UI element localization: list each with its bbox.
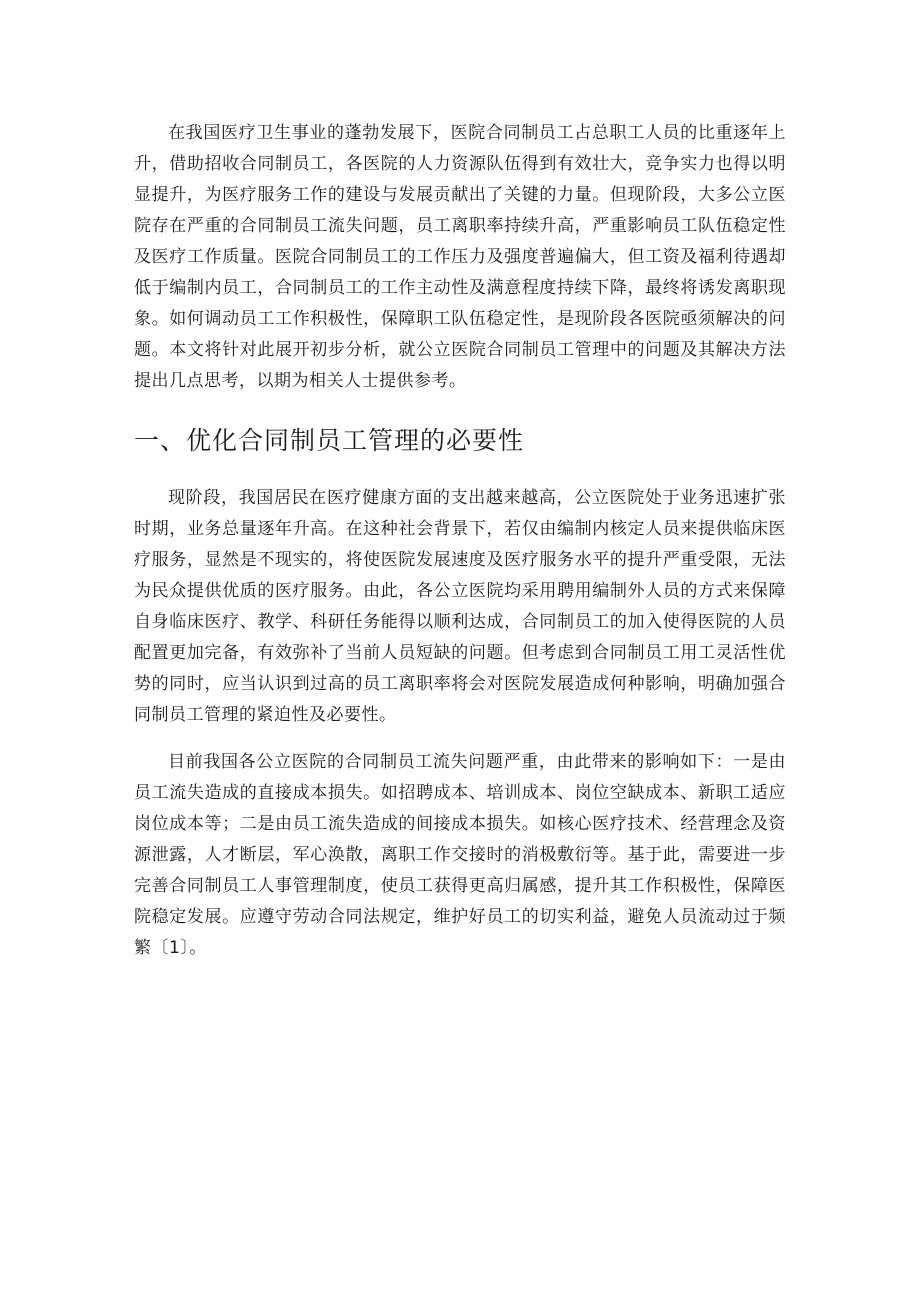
- paragraph-end-punctuation: 。: [189, 938, 207, 958]
- section-heading: 一、优化合同制员工管理的必要性: [134, 426, 525, 455]
- paragraph-text: 目前我国各公立医院的合同制员工流失问题严重，由此带来的影响如下：一是由员工流失造成的直接成本损失。如招聘成本、培训成本、岗位空缺成本、新职工适应岗位成本等；二是由员工流失造成的间接成本损失。如核心医疗技术、经营理念及资源泄露，人才断层，军心涣散，离职工作交接时的消极敷衍等。基于此，需要进一步完善合同制员工人事管理制度，使员工获得更高归属感，提升其工作积极性，保障医院稳定发展。应遵守劳动合同法规定，维护好员工的切实利益，避免人员流动过于频繁: [134, 752, 786, 958]
- section-paragraph-necessity: 现阶段，我国居民在医疗健康方面的支出越来越高，公立医院处于业务迅速扩张时期，业务总量逐年升高。在这种社会背景下，若仅由编制内核定人员来提供临床医疗服务，显然是不现实的，将使医院发展速度及医疗服务水平的提升严重受限，无法为民众提供优质的医疗服务。由此，各公立医院均采用聘用编制外人员的方式来保障自身临床医疗、教学、科研任务能得以顺利达成，合同制员工的加入使得医院的人员配置更加完备，有效弥补了当前人员短缺的问题。但考虑到合同制员工用工灵活性优势的同时，应当认识到过高的员工离职率将会对医院发展造成何种影响，明确加强合同制员工管理的紧迫性及必要性。: [134, 488, 786, 725]
- intro-paragraph: 在我国医疗卫生事业的蓬勃发展下，医院合同制员工占总职工人员的比重逐年上升，借助招收合同制员工，各医院的人力资源队伍得到有效壮大，竞争实力也得以明显提升，为医疗服务工作的建设与发展贡献出了关键的力量。但现阶段，大多公立医院存在严重的合同制员工流失问题，员工离职率持续升高，严重影响员工队伍稳定性及医疗工作质量。医院合同制员工的工作压力及强度普遍偏大，但工资及福利待遇却低于编制内员工，合同制员工的工作主动性及满意程度持续下降，最终将诱发离职现象。如何调动员工工作积极性，保障职工队伍稳定性，是现阶段各医院亟须解决的问题。本文将针对此展开初步分析，就公立医院合同制员工管理中的问题及其解决方法提出几点思考，以期为相关人士提供参考。: [134, 123, 786, 391]
- citation-reference: 〔1〕: [151, 938, 190, 958]
- section-paragraph-impact: [134, 747, 786, 964]
